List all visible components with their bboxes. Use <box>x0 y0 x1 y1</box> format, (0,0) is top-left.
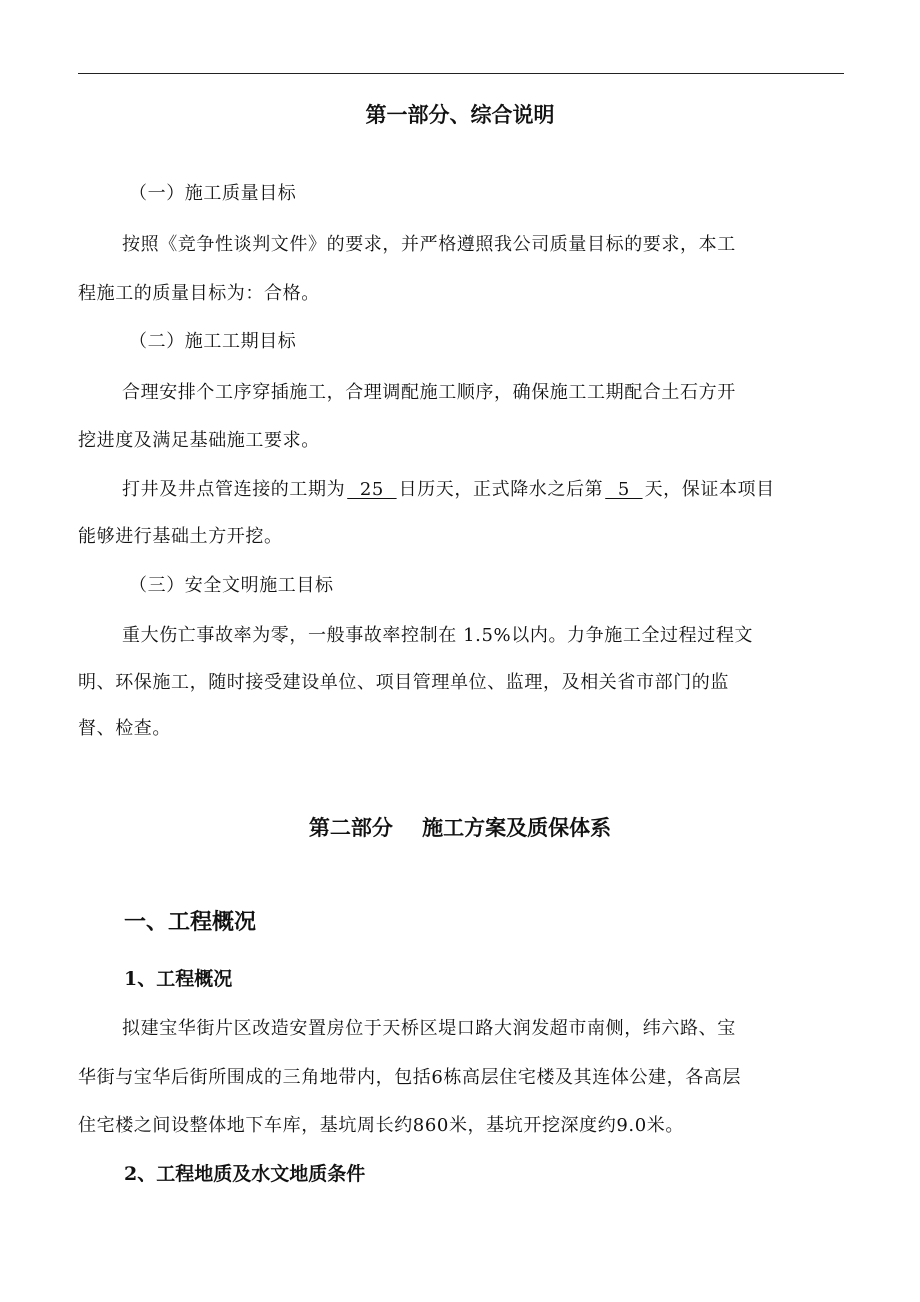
duration-text-a: 打井及井点管连接的工期为 <box>122 479 346 500</box>
schedule-duration-line <box>122 477 775 503</box>
part2-title <box>0 813 920 843</box>
overview-line-2: 华街与宝华后街所围成的三角地带内，包括6栋高层住宅楼及其连体公建，各高层 <box>78 1067 742 1088</box>
safety-line-1: 重大伤亡事故率为零，一般事故率控制在 1.5%以内。力争施工全过程过程文 <box>122 625 754 646</box>
duration-days-value: 25 <box>347 479 397 500</box>
schedule-heading: （二）施工工期目标 <box>129 331 297 352</box>
safety-line-3: 督、检查。 <box>78 718 171 739</box>
duration-text-b: 日历天，正式降水之后第 <box>398 479 604 500</box>
dewatering-day-value: 5 <box>605 479 643 500</box>
schedule-line-2: 挖进度及满足基础施工要求。 <box>78 430 320 451</box>
header-rule <box>78 73 844 74</box>
section1-heading: 一、工程概况 <box>124 909 257 935</box>
sub2-heading: 2、工程地质及水文地质条件 <box>124 1163 366 1185</box>
schedule-line-4: 能够进行基础土方开挖。 <box>78 526 283 547</box>
overview-line-3: 住宅楼之间设整体地下车库，基坑周长约860米，基坑开挖深度约9.0米。 <box>78 1115 684 1136</box>
quality-heading: （一）施工质量目标 <box>129 183 297 204</box>
safety-line-2: 明、环保施工，随时接受建设单位、项目管理单位、监理，及相关省市部门的监 <box>78 672 729 693</box>
safety-heading: （三）安全文明施工目标 <box>129 575 334 596</box>
duration-text-c: 天，保证本项目 <box>644 479 775 500</box>
quality-line-1: 按照《竞争性谈判文件》的要求，并严格遵照我公司质量目标的要求，本工 <box>122 234 736 255</box>
sub1-heading: 1、工程概况 <box>124 968 233 990</box>
part2-title-text: 第二部分 施工方案及质保体系 <box>308 815 612 840</box>
overview-line-1: 拟建宝华街片区改造安置房位于天桥区堤口路大润发超市南侧，纬六路、宝 <box>122 1018 736 1039</box>
quality-line-2: 程施工的质量目标为：合格。 <box>78 283 320 304</box>
part1-title: 第一部分、综合说明 <box>365 102 555 127</box>
schedule-line-1: 合理安排个工序穿插施工，合理调配施工顺序，确保施工工期配合土石方开 <box>122 382 736 403</box>
